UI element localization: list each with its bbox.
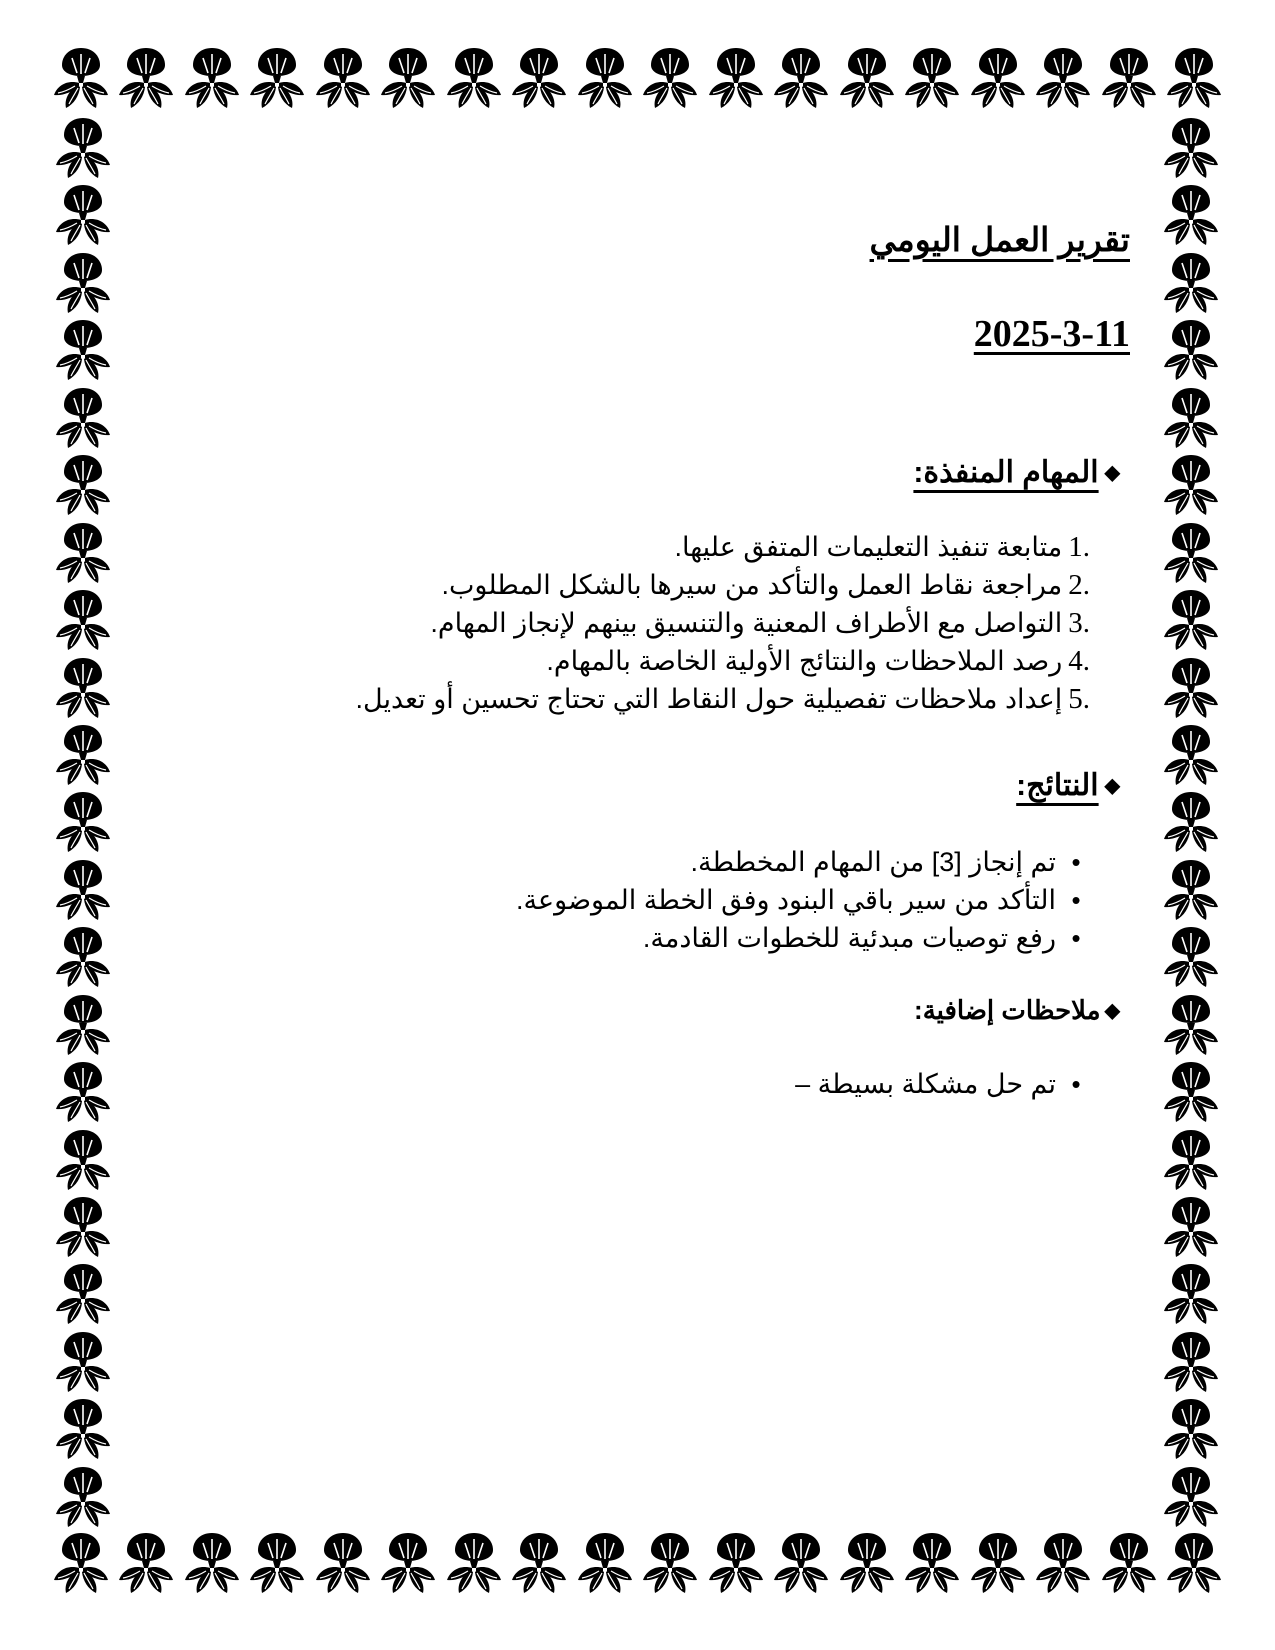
notes-heading-text: ملاحظات إضافية: [914,995,1101,1025]
flower-ornament-icon [52,1194,114,1260]
item-text: إعداد ملاحظات تفصيلية حول النقاط التي تحتاج تحسين أو تعديل. [355,684,1063,714]
flower-ornament-icon [508,45,570,111]
flower-ornament-icon [52,1464,114,1530]
bullet-dot-icon: • [1071,1069,1081,1099]
flower-ornament-icon [115,1530,177,1596]
notes-heading [914,995,1120,1026]
flower-ornament-icon [639,1530,701,1596]
flower-ornament-icon [443,45,505,111]
flower-ornament-icon [1098,1530,1160,1596]
flower-ornament-icon [52,857,114,923]
flower-ornament-icon [52,1059,114,1125]
notes-list [795,1065,1090,1103]
item-text: التواصل مع الأطراف المعنية والتنسيق بينهم لإنجاز المهام. [430,608,1063,638]
flower-ornament-icon [1032,45,1094,111]
flower-ornament-icon [1032,1530,1094,1596]
list-item [356,566,1090,604]
bullet-dot-icon: • [1071,847,1081,877]
flower-ornament-icon [52,452,114,518]
report-date: 2025-3-11 [973,313,1130,355]
flower-ornament-icon [1160,655,1222,721]
flower-ornament-icon [1098,45,1160,111]
flower-ornament-icon [1160,789,1222,855]
flower-ornament-icon [1160,385,1222,451]
flower-ornament-icon [967,45,1029,111]
flower-ornament-icon [1160,452,1222,518]
flower-ornament-icon [52,789,114,855]
item-number: 4. [1068,645,1090,677]
item-text: مراجعة نقاط العمل والتأكد من سيرها بالشكل المطلوب. [441,570,1063,600]
flower-ornament-icon [705,45,767,111]
flower-ornament-icon [1160,1194,1222,1260]
flower-ornament-icon [639,45,701,111]
bullet-dot-icon: • [1071,923,1081,953]
flower-ornament-icon [52,250,114,316]
tasks-heading [913,455,1120,490]
list-item [356,642,1090,680]
flower-ornament-icon [1160,722,1222,788]
item-text: تم حل مشكلة بسيطة – [795,1069,1056,1099]
flower-ornament-icon [246,45,308,111]
flower-ornament-icon [836,1530,898,1596]
tasks-heading-text: المهام المنفذة: [913,456,1099,489]
flower-ornament-icon [52,992,114,1058]
list-item [516,843,1090,881]
item-number: 1. [1068,531,1090,563]
list-item [795,1065,1090,1103]
ornamental-border-top [50,45,1225,115]
flower-ornament-icon [52,317,114,383]
flower-ornament-icon [770,1530,832,1596]
flower-ornament-icon [312,45,374,111]
flower-ornament-icon [1160,182,1222,248]
flower-ornament-icon [1160,250,1222,316]
flower-ornament-icon [508,1530,570,1596]
flower-ornament-icon [1160,1127,1222,1193]
results-list [516,843,1090,957]
flower-ornament-icon [52,385,114,451]
flower-ornament-icon [1160,857,1222,923]
flower-ornament-icon [1163,45,1225,111]
flower-ornament-icon [377,45,439,111]
flower-ornament-icon [443,1530,505,1596]
flower-ornament-icon [52,1329,114,1395]
diamond-bullet-icon: ◆ [1104,774,1120,797]
flower-ornament-icon [52,655,114,721]
item-text: رفع توصيات مبدئية للخطوات القادمة. [642,923,1056,953]
flower-ornament-icon [52,924,114,990]
flower-ornament-icon [1160,1261,1222,1327]
flower-ornament-icon [52,587,114,653]
tasks-list [356,528,1090,718]
flower-ornament-icon [705,1530,767,1596]
flower-ornament-icon [246,1530,308,1596]
flower-ornament-icon [836,45,898,111]
flower-ornament-icon [967,1530,1029,1596]
flower-ornament-icon [52,1261,114,1327]
flower-ornament-icon [50,1530,112,1596]
item-text: تم إنجاز [3] من المهام المخططة. [690,847,1056,877]
flower-ornament-icon [1160,924,1222,990]
bullet-dot-icon: • [1071,885,1081,915]
flower-ornament-icon [115,45,177,111]
flower-ornament-icon [1160,587,1222,653]
results-heading-text: النتائج: [1016,769,1099,802]
flower-ornament-icon [52,1127,114,1193]
flower-ornament-icon [52,1396,114,1462]
diamond-bullet-icon: ◆ [1104,461,1120,484]
flower-ornament-icon [181,45,243,111]
list-item [516,881,1090,919]
list-item [356,528,1090,566]
flower-ornament-icon [1160,1396,1222,1462]
flower-ornament-icon [574,45,636,111]
item-number: 3. [1068,607,1090,639]
report-title: تقرير العمل اليومي [869,221,1130,258]
flower-ornament-icon [377,1530,439,1596]
flower-ornament-icon [1160,1059,1222,1125]
list-item [516,919,1090,957]
ornamental-border-bottom [50,1530,1225,1600]
item-text: متابعة تنفيذ التعليمات المتفق عليها. [674,532,1063,562]
flower-ornament-icon [574,1530,636,1596]
list-item [356,680,1090,718]
flower-ornament-icon [1160,317,1222,383]
flower-ornament-icon [181,1530,243,1596]
flower-ornament-icon [770,45,832,111]
flower-ornament-icon [1160,115,1222,181]
list-item [356,604,1090,642]
item-text: رصد الملاحظات والنتائج الأولية الخاصة بالمهام. [546,646,1063,676]
item-text: التأكد من سير باقي البنود وفق الخطة الموضوعة. [516,885,1056,915]
flower-ornament-icon [1160,992,1222,1058]
flower-ornament-icon [52,115,114,181]
flower-ornament-icon [52,520,114,586]
flower-ornament-icon [1160,1329,1222,1395]
diamond-bullet-icon: ◆ [1104,999,1120,1022]
ornamental-border-left [52,115,116,1530]
results-heading [1016,768,1120,803]
flower-ornament-icon [1160,520,1222,586]
ornamental-border-right [1160,115,1224,1530]
flower-ornament-icon [901,45,963,111]
flower-ornament-icon [1163,1530,1225,1596]
flower-ornament-icon [901,1530,963,1596]
item-number: 2. [1068,569,1090,601]
item-number: 5. [1068,683,1090,715]
flower-ornament-icon [52,182,114,248]
flower-ornament-icon [52,722,114,788]
flower-ornament-icon [50,45,112,111]
flower-ornament-icon [312,1530,374,1596]
flower-ornament-icon [1160,1464,1222,1530]
